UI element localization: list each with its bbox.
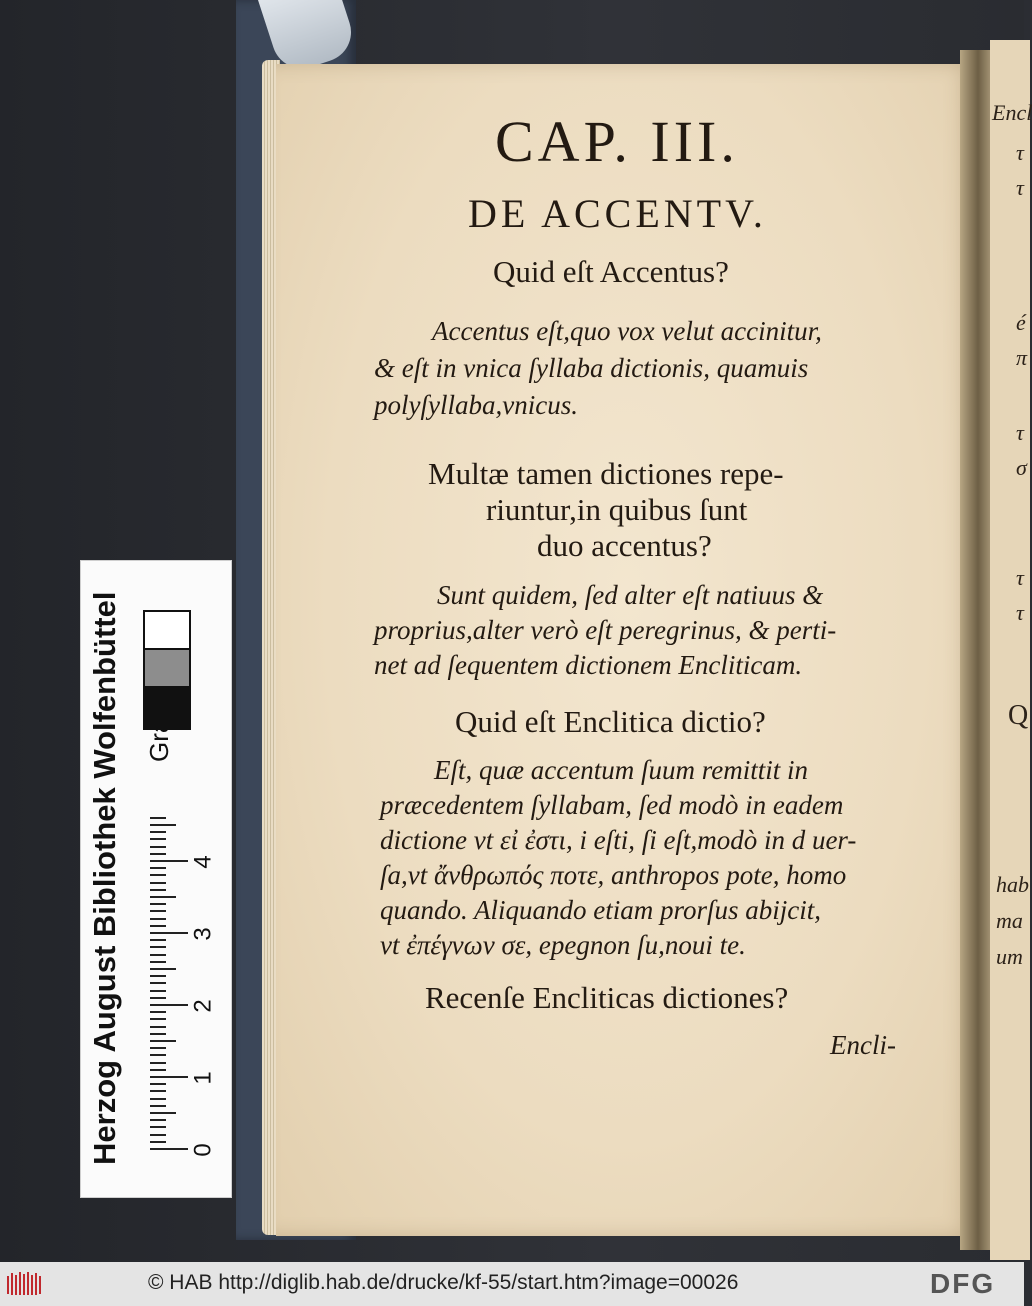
- answer-line: dictione vt εἰ ἐστι, i eſti, ſi eſt,modò in d uer-: [380, 825, 857, 855]
- scale-number: 1: [189, 1071, 217, 1085]
- facing-page: [990, 40, 1030, 1260]
- answer-line: proprius,alter verò eſt peregrinus, & perti-: [374, 615, 837, 645]
- ruler-tick: [150, 961, 166, 963]
- ruler-tick: [150, 867, 166, 869]
- scale-number: 4: [189, 855, 217, 869]
- question-heading: riuntur,in quibus ſunt: [486, 492, 748, 527]
- answer-line: præcedentem ſyllabam, ſed modò in eadem: [380, 790, 844, 820]
- ruler-tick: [150, 896, 176, 898]
- ruler-tick: [150, 932, 188, 934]
- ruler-tick: [150, 1083, 166, 1085]
- ruler-tick: [150, 1004, 188, 1006]
- chapter-heading: CAP. III.: [495, 109, 739, 174]
- ruler-tick: [150, 1090, 166, 1092]
- answer-line: & eſt in vnica ſyllaba dictionis, quamuis: [374, 353, 809, 383]
- answer-line: quando. Aliquando etiam prorſus abijcit,: [380, 895, 822, 925]
- answer-line: Sunt quidem, ſed alter eſt natiuus &: [437, 580, 824, 610]
- ruler-tick: [150, 874, 166, 876]
- question-heading: Recenſe Encliticas dictiones?: [425, 980, 789, 1015]
- answer-line: polyſyllaba,vnicus.: [374, 390, 578, 420]
- question-heading: duo accentus?: [537, 528, 712, 563]
- facing-fragment: τ: [1016, 600, 1024, 625]
- ruler-tick: [150, 1134, 166, 1136]
- ruler-tick: [150, 1018, 166, 1020]
- ruler-tick: [150, 997, 166, 999]
- ruler-tick: [150, 990, 166, 992]
- facing-fragment: hab: [996, 872, 1029, 897]
- ruler-tick: [150, 910, 166, 912]
- catchword: Encli-: [830, 1030, 896, 1060]
- ruler-tick: [150, 946, 166, 948]
- footer-link[interactable]: © HAB http://diglib.hab.de/drucke/kf-55/start.htm?image=00026: [148, 1271, 739, 1294]
- ruler-tick: [150, 954, 166, 956]
- facing-fragment: um: [996, 944, 1023, 969]
- ruler-tick: [150, 831, 166, 833]
- scale-number: 3: [189, 927, 217, 941]
- ruler-tick: [150, 1105, 166, 1107]
- section-heading: DE ACCENTV.: [468, 191, 767, 236]
- answer-line: vt ἐπέγνων σε, epegnon ſu,noui te.: [380, 930, 746, 960]
- ruler-tick: [150, 1054, 166, 1056]
- ruler-tick: [150, 1119, 166, 1121]
- ruler-tick: [150, 838, 166, 840]
- dfg-logo: DFG: [930, 1268, 996, 1299]
- facing-fragment: ma: [996, 908, 1023, 933]
- ruler-tick: [150, 1126, 166, 1128]
- ruler-tick: [150, 817, 166, 819]
- facing-fragment: é: [1016, 310, 1026, 335]
- facing-fragment: π: [1016, 345, 1028, 370]
- ruler-tick: [150, 853, 166, 855]
- ruler-tick: [150, 939, 166, 941]
- ruler-tick: [150, 889, 166, 891]
- ruler-tick: [150, 982, 166, 984]
- ruler-title: Herzog August Bibliothek Wolfenbüttel: [87, 591, 122, 1165]
- facing-fragment: τ: [1016, 175, 1024, 200]
- ruler-tick: [150, 903, 166, 905]
- ruler-tick: [150, 882, 166, 884]
- ruler-tick: [150, 1069, 166, 1071]
- ruler-tick: [150, 860, 188, 862]
- ruler-tick: [150, 1047, 166, 1049]
- answer-line: net ad ſequentem dictionem Encliticam.: [374, 650, 803, 680]
- ruler-tick: [150, 1148, 188, 1150]
- facing-fragment: τ: [1016, 140, 1024, 165]
- scale-number: 2: [189, 999, 217, 1013]
- facing-fragment: σ: [1016, 455, 1027, 480]
- facing-fragment: τ: [1016, 420, 1024, 445]
- facing-fragment: Q: [1008, 700, 1029, 731]
- ruler-tick: [150, 824, 176, 826]
- ruler-tick: [150, 846, 166, 848]
- library-logo-icon: [6, 1270, 46, 1298]
- gray-swatch-black: [143, 686, 191, 730]
- ruler-tick: [150, 1026, 166, 1028]
- ruler-tick: [150, 1076, 188, 1078]
- ruler-tick: [150, 925, 166, 927]
- ruler-tick: [150, 1112, 176, 1114]
- ruler-tick: [150, 1141, 166, 1143]
- scale-number: 0: [189, 1143, 217, 1157]
- ruler-tick: [150, 968, 176, 970]
- ruler-tick: [150, 1040, 176, 1042]
- answer-line: Accentus eſt,quo vox velut accinitur,: [432, 316, 822, 346]
- question-heading: Multæ tamen dictiones repe-: [428, 456, 784, 491]
- ruler-tick: [150, 1033, 166, 1035]
- ruler-tick: [150, 918, 166, 920]
- answer-line: ſa,vt ἄνθρωπός ποτε, anthropos pote, homo: [380, 860, 847, 890]
- ruler-tick: [150, 1062, 166, 1064]
- facing-fragment: Encl: [992, 100, 1032, 125]
- answer-line: Eſt, quæ accentum ſuum remittit in: [434, 755, 808, 785]
- question-heading: Quid eſt Accentus?: [493, 254, 729, 289]
- ruler-tick: [150, 1011, 166, 1013]
- facing-fragment: τ: [1016, 565, 1024, 590]
- ruler-tick: [150, 975, 166, 977]
- ruler-tick: [150, 1098, 166, 1100]
- question-heading: Quid eſt Enclitica dictio?: [455, 704, 766, 739]
